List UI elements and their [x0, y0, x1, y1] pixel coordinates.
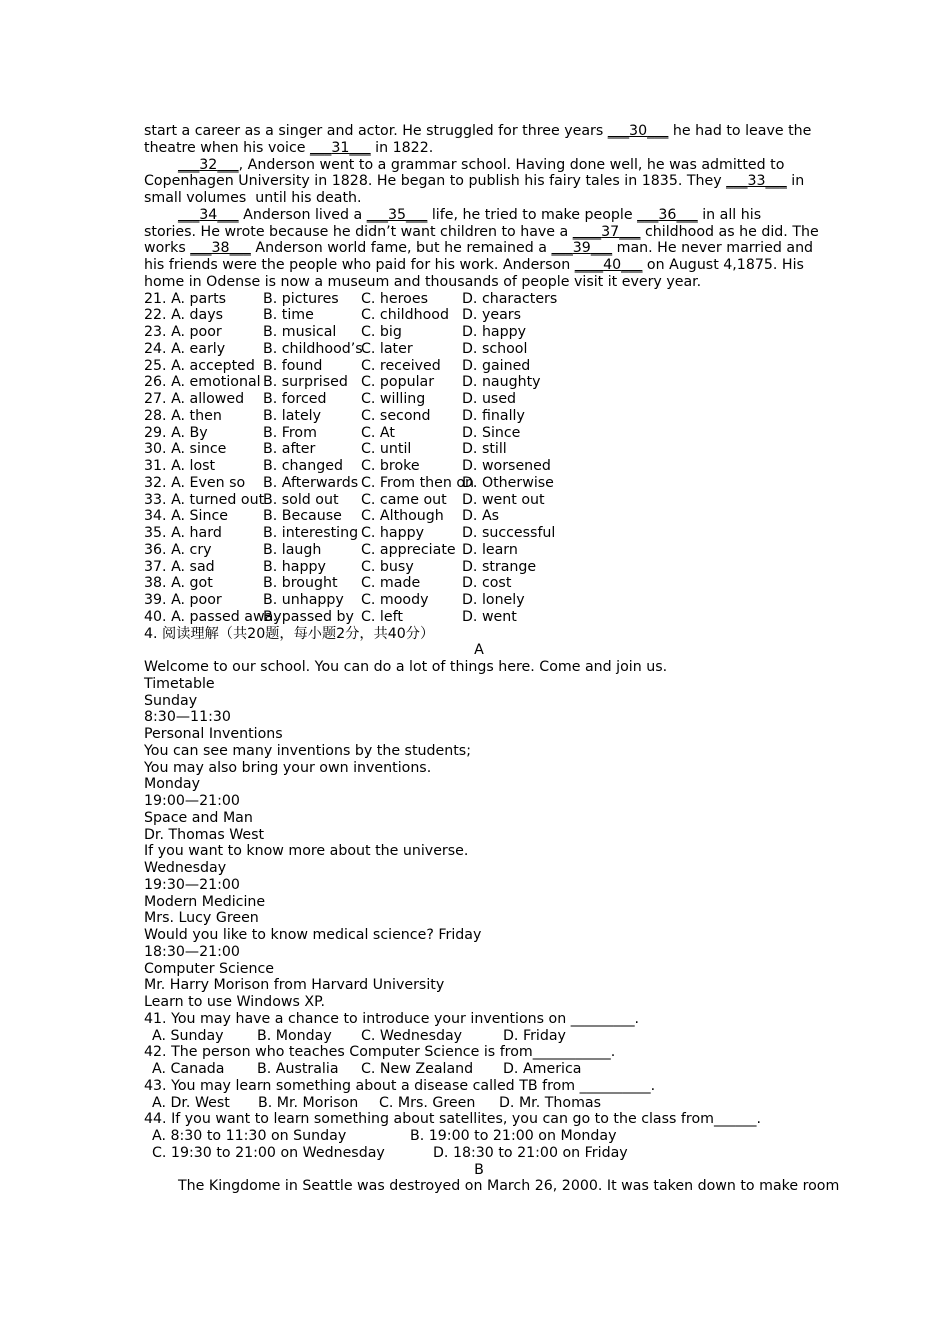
passage-text: theatre when his voice [144, 139, 311, 156]
option-item: C. until [361, 441, 412, 458]
reading-line: 8:30—11:30 [144, 709, 231, 726]
option-item: C. childhood [361, 307, 449, 324]
option-item: D. worsened [462, 458, 551, 474]
reading-line: Space and Man [144, 809, 253, 826]
option-item: C. big [361, 324, 402, 340]
question-option: B. 19:00 to 21:00 on Monday [410, 1128, 617, 1144]
option-row [144, 408, 814, 425]
option-item: B. happy [263, 558, 326, 575]
option-row [144, 291, 814, 308]
question-options [144, 1028, 814, 1045]
option-item: C. happy [361, 525, 425, 541]
reading-line: Monday [144, 776, 201, 793]
question-option: D. Friday [503, 1027, 566, 1044]
option-item: D. cost [462, 575, 512, 592]
reading-line: If you want to know more about the universe. [144, 843, 469, 860]
option-item: C. Although [361, 508, 444, 525]
option-item: B. pictures [263, 290, 339, 307]
blank-31: ___31___ [310, 139, 371, 156]
question-option: A. 8:30 to 11:30 on Sunday [152, 1128, 347, 1144]
passage-line [144, 223, 819, 241]
option-item: D. characters [462, 290, 558, 307]
blank-36: ___36___ [637, 206, 698, 223]
option-item: 30. A. since [144, 441, 227, 458]
section-heading: 4. 阅读理解（共20题，每小题2分，共40分） [144, 625, 435, 642]
option-item: D. learn [462, 541, 518, 558]
blank-32: ___32___ [178, 156, 239, 173]
option-item: D. happy [462, 324, 527, 340]
blank-35: ___35___ [366, 206, 428, 223]
reading-line: 19:00—21:00 [144, 793, 240, 809]
option-row [144, 575, 814, 592]
option-item: C. appreciate [361, 541, 456, 558]
passage-text: , Anderson went to a grammar school. Having done well, he was admitted to [238, 156, 785, 173]
option-row [144, 341, 814, 358]
question-option: C. New Zealand [361, 1061, 474, 1077]
option-item: B. Because [263, 508, 342, 525]
question-option: B. Australia [257, 1061, 339, 1077]
reading-line: Timetable [144, 675, 215, 692]
option-item: 29. A. By [144, 424, 208, 441]
passage-text: his friends were the people who paid for his work. Anderson [144, 257, 575, 273]
passage-line: small volumes until his death. [144, 190, 362, 206]
option-item: 33. A. turned out [144, 491, 265, 508]
passage-text: man. He never married and [612, 240, 814, 257]
reading-line: Learn to use Windows XP. [144, 994, 325, 1010]
cloze-options [144, 291, 814, 626]
question-options [144, 1061, 814, 1078]
option-item: B. musical [263, 324, 337, 340]
option-item: B. surprised [263, 374, 348, 391]
option-item: 28. A. then [144, 407, 222, 424]
reading-line: Mrs. Lucy Green [144, 910, 259, 927]
reading-line: 19:30—21:00 [144, 876, 240, 893]
reading-line: Mr. Harry Morison from Harvard University [144, 977, 445, 994]
option-row [144, 508, 814, 525]
option-item: B. forced [263, 391, 327, 407]
option-item: D. gained [462, 357, 531, 374]
part-label-a: A [474, 642, 484, 659]
option-item: B. lately [263, 407, 322, 424]
option-item: B. interesting [263, 525, 359, 541]
question-stem: 41. You may have a chance to introduce your inventions on _________. [144, 1010, 640, 1027]
option-item: 32. A. Even so [144, 474, 246, 491]
reading-line: Sunday [144, 692, 198, 709]
question-option: B. Mr. Morison [258, 1094, 359, 1111]
reading-a-text [144, 659, 814, 1011]
blank-30: ___30___ [607, 123, 669, 139]
option-item: 21. A. parts [144, 290, 227, 307]
option-item: 23. A. poor [144, 324, 222, 340]
question-option: D. America [503, 1061, 582, 1077]
option-item: D. still [462, 441, 507, 458]
option-item: 34. A. Since [144, 508, 229, 525]
option-item: C. heroes [361, 290, 428, 307]
passage-line: home in Odense is now a museum and thousands of people visit it every year. [144, 273, 702, 290]
question-option: A. Dr. West [152, 1094, 230, 1111]
option-item: B. passed by [263, 608, 354, 625]
option-item: 26. A. emotional [144, 374, 261, 391]
blank-33: ___33___ [726, 173, 787, 190]
option-item: C. received [361, 357, 441, 374]
question-option: C. Mrs. Green [379, 1094, 476, 1111]
passage-text: Anderson world fame, but he remained a [250, 240, 552, 257]
option-item: C. came out [361, 491, 447, 508]
option-item: C. made [361, 575, 421, 592]
option-item: 37. A. sad [144, 558, 215, 575]
option-item: 40. A. passed away [144, 608, 282, 625]
question-option: C. Wednesday [361, 1027, 463, 1044]
option-item: D. years [462, 307, 521, 324]
question-option: D. Mr. Thomas [499, 1094, 601, 1111]
option-row [144, 492, 814, 509]
option-row [144, 425, 814, 442]
option-row [144, 609, 814, 626]
passage-text: stories. He wrote because he didn’t want children to have a [144, 223, 573, 240]
passage-line [144, 173, 814, 190]
question-option: C. 19:30 to 21:00 on Wednesday [152, 1144, 385, 1161]
option-row [144, 324, 814, 341]
question-stem: 43. You may learn something about a disease called TB from __________. [144, 1077, 656, 1094]
option-item: B. found [263, 357, 323, 374]
option-item: 27. A. allowed [144, 391, 245, 407]
reading-line: You can see many inventions by the students; [144, 742, 471, 759]
option-item: B. time [263, 307, 314, 324]
option-item: D. As [462, 508, 500, 525]
reading-line: 18:30—21:00 [144, 943, 240, 960]
option-item: D. Since [462, 424, 521, 441]
option-row [144, 559, 814, 576]
blank-34: ___34___ [178, 206, 239, 223]
option-item: D. naughty [462, 374, 541, 391]
option-row [144, 441, 814, 458]
option-item: C. broke [361, 458, 420, 474]
question-option: B. Monday [257, 1027, 332, 1044]
passage-text: childhood as he did. The [640, 223, 819, 240]
option-row [144, 358, 814, 375]
passage-text: start a career as a singer and actor. He struggled for three years [144, 123, 608, 139]
question-stem: 42. The person who teaches Computer Science is from___________. [144, 1044, 616, 1061]
option-item: 24. A. early [144, 340, 226, 357]
option-item: D. school [462, 340, 528, 357]
blank-37: ____37___ [572, 223, 641, 240]
option-row [144, 391, 814, 408]
option-item: C. left [361, 608, 403, 625]
passage-line [144, 257, 814, 274]
reading-line: Welcome to our school. You can do a lot of things here. Come and join us. [144, 659, 668, 675]
option-item: 35. A. hard [144, 525, 222, 541]
option-item: B. laugh [263, 541, 322, 558]
blank-39: ___39___ [551, 240, 613, 257]
blank-38: ___38___ [190, 240, 251, 257]
reading-line: Computer Science [144, 960, 275, 977]
reading-line: Modern Medicine [144, 893, 266, 910]
passage-text: in 1822. [370, 139, 434, 156]
option-row [144, 475, 814, 492]
reading-line: Would you like to know medical science? Friday [144, 927, 482, 943]
option-item: C. later [361, 340, 413, 357]
passage-b-line: The Kingdome in Seattle was destroyed on March 26, 2000. It was taken down to make room [178, 1178, 840, 1195]
option-item: C. second [361, 407, 431, 424]
option-item: B. unhappy [263, 592, 344, 608]
passage-text: life, he tried to make people [427, 206, 638, 223]
option-item: B. Afterwards [263, 474, 359, 491]
option-row [144, 458, 814, 475]
option-item: 31. A. lost [144, 458, 216, 474]
option-item: 36. A. cry [144, 541, 212, 558]
option-item: 25. A. accepted [144, 357, 255, 374]
reading-line: Wednesday [144, 860, 227, 876]
passage-line [144, 123, 814, 140]
passage-line [144, 157, 814, 174]
part-label-b: B [474, 1161, 484, 1178]
question-option: A. Sunday [152, 1027, 224, 1044]
reading-line: Dr. Thomas West [144, 826, 265, 843]
option-row [144, 525, 814, 542]
question-option: D. 18:30 to 21:00 on Friday [433, 1144, 628, 1161]
question-list [144, 1011, 814, 1162]
option-item: C. popular [361, 374, 435, 391]
question-options [144, 1145, 814, 1162]
option-item: B. childhood’s [263, 340, 363, 357]
passage-text: he had to leave the [668, 123, 812, 139]
option-row [144, 592, 814, 609]
passage-text: in [786, 173, 805, 190]
option-row [144, 542, 814, 559]
option-item: 38. A. got [144, 575, 213, 592]
option-item: D. lonely [462, 592, 525, 608]
option-item: C. moody [361, 592, 429, 608]
reading-line: You may also bring your own inventions. [144, 759, 432, 776]
option-item: D. strange [462, 558, 537, 575]
option-item: 39. A. poor [144, 592, 222, 608]
option-item: B. changed [263, 458, 343, 474]
option-item: B. sold out [263, 491, 339, 508]
option-item: B. From [263, 424, 317, 441]
option-item: D. went out [462, 491, 545, 508]
option-item: C. From then on [361, 474, 475, 491]
passage-text: works [144, 240, 191, 257]
option-row [144, 307, 814, 324]
passage-text: in all his [697, 206, 762, 223]
option-item: C. At [361, 424, 395, 441]
option-item: D. used [462, 391, 517, 407]
passage-text: on August 4,1875. His [642, 257, 804, 273]
option-row [144, 374, 814, 391]
option-item: D. successful [462, 525, 556, 541]
passage-text: Copenhagen University in 1828. He began to publish his fairy tales in 1835. They [144, 173, 727, 190]
question-option: A. Canada [152, 1061, 225, 1077]
question-options [144, 1128, 814, 1145]
passage-line [144, 240, 814, 257]
passage-line [144, 207, 814, 224]
option-item: C. willing [361, 391, 426, 407]
document-page [144, 123, 840, 1195]
option-item: D. went [462, 608, 517, 625]
reading-line: Personal Inventions [144, 726, 283, 742]
option-item: C. busy [361, 558, 414, 575]
question-stem: 44. If you want to learn something about satellites, you can go to the class from______. [144, 1111, 762, 1128]
passage-line [144, 140, 814, 157]
blank-40: ____40___ [574, 257, 643, 273]
option-item: 22. A. days [144, 307, 224, 324]
option-item: D. finally [462, 407, 525, 424]
option-item: B. after [263, 441, 316, 458]
passage-text: Anderson lived a [238, 206, 367, 223]
question-options [144, 1095, 814, 1112]
option-item: B. brought [263, 575, 338, 592]
option-item: D. Otherwise [462, 474, 554, 491]
